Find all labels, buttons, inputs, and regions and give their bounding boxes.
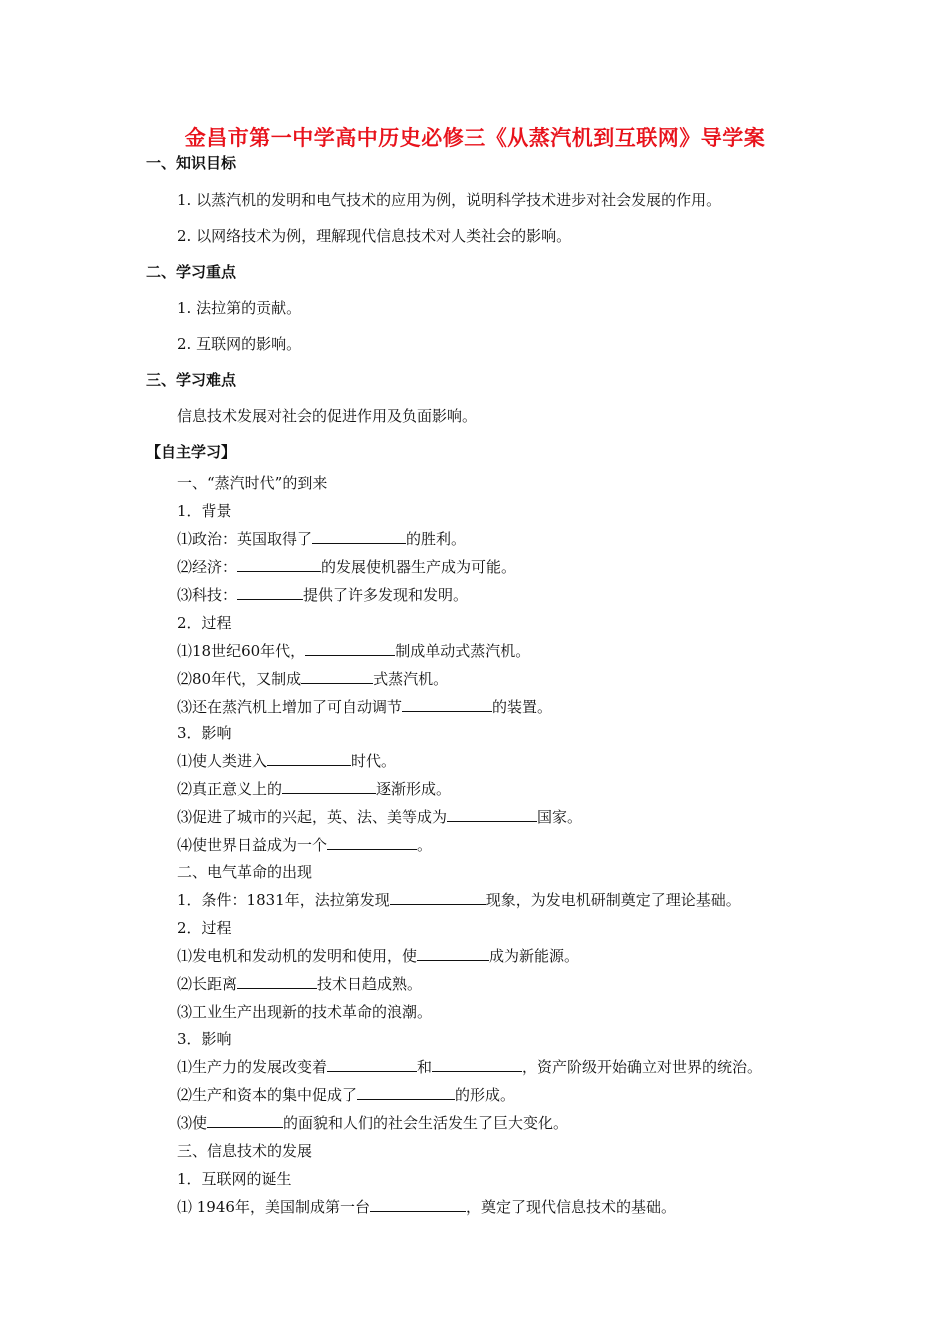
fill-line: ⑶科技： 提供了许多发现和发明。: [177, 586, 469, 604]
fill-line: ⑴发电机和发动机的发明和使用，使 成为新能源。: [177, 947, 580, 965]
fill-line: ⑴ 1946年，美国制成第一台 ，奠定了现代信息技术的基础。: [177, 1198, 676, 1216]
fill-line: ⑶还在蒸汽机上增加了可自动调节 的装置。: [177, 698, 553, 716]
answer-blank[interactable]: [267, 751, 351, 766]
fill-line: ⑷使世界日益成为一个 。: [177, 836, 433, 854]
fill-line: ⑵80年代，又制成 式蒸汽机。: [177, 670, 449, 688]
section-heading-difficulties: 三、学习难点: [146, 371, 237, 389]
answer-blank[interactable]: [432, 1057, 522, 1072]
part2-process-item-3: ⑶工业生产出现新的技术革命的浪潮。: [177, 1003, 433, 1021]
answer-blank[interactable]: [237, 974, 317, 989]
fill-line: ⑵生产和资本的集中促成了 的形成。: [177, 1086, 516, 1104]
section-heading-key-points: 二、学习重点: [146, 263, 237, 281]
part3-title: 三、信息技术的发展: [177, 1142, 313, 1160]
part2-process-heading: 2．过程: [177, 919, 232, 937]
part1-background-heading: 1．背景: [177, 502, 232, 520]
page-title: 金昌市第一中学高中历史必修三《从蒸汽机到互联网》导学案: [184, 126, 766, 150]
answer-blank[interactable]: [327, 835, 417, 850]
answer-blank[interactable]: [301, 669, 373, 684]
fill-line: ⑶促进了城市的兴起，英、法、美等成为 国家。: [177, 808, 583, 826]
part1-title: 一、“蒸汽时代”的到来: [177, 474, 328, 492]
part1-effect-heading: 3．影响: [177, 724, 232, 742]
fill-line: ⑴政治：英国取得了 的胜利。: [177, 530, 467, 548]
goal-item-2: 2. 以网络技术为例，理解现代信息技术对人类社会的影响。: [177, 227, 572, 245]
answer-blank[interactable]: [417, 946, 489, 961]
section-heading-goals: 一、知识目标: [146, 154, 237, 172]
answer-blank[interactable]: [312, 529, 406, 544]
key-point-item-1: 1. 法拉第的贡献。: [177, 299, 302, 317]
difficulty-item-1: 信息技术发展对社会的促进作用及负面影响。: [177, 407, 478, 425]
goal-item-1: 1. 以蒸汽机的发明和电气技术的应用为例，说明科学技术进步对社会发展的作用。: [177, 191, 722, 209]
part2-effect-heading: 3．影响: [177, 1030, 232, 1048]
part1-process-heading: 2．过程: [177, 614, 232, 632]
fill-line: ⑵长距离 技术日趋成熟。: [177, 975, 423, 993]
fill-line: 1．条件：1831年，法拉第发现 现象，为发电机研制奠定了理论基础。: [177, 891, 741, 909]
answer-blank[interactable]: [305, 641, 395, 656]
answer-blank[interactable]: [237, 585, 303, 600]
answer-blank[interactable]: [447, 807, 537, 822]
part3-birth-heading: 1．互联网的诞生: [177, 1170, 292, 1188]
answer-blank[interactable]: [327, 1057, 417, 1072]
self-study-heading: 【自主学习】: [146, 443, 237, 461]
part2-title: 二、电气革命的出现: [177, 863, 313, 881]
key-point-item-2: 2. 互联网的影响。: [177, 335, 302, 353]
answer-blank[interactable]: [390, 890, 486, 905]
fill-line: ⑴生产力的发展改变着 和 ，资产阶级开始确立对世界的统治。: [177, 1058, 763, 1076]
fill-line: ⑴使人类进入 时代。: [177, 752, 397, 770]
fill-line: ⑵真正意义上的 逐渐形成。: [177, 780, 452, 798]
answer-blank[interactable]: [357, 1085, 455, 1100]
fill-line: ⑵经济： 的发展使机器生产成为可能。: [177, 558, 517, 576]
answer-blank[interactable]: [370, 1197, 466, 1212]
answer-blank[interactable]: [207, 1113, 283, 1128]
answer-blank[interactable]: [402, 697, 492, 712]
answer-blank[interactable]: [282, 779, 376, 794]
fill-line: ⑴18世纪60年代， 制成单动式蒸汽机。: [177, 642, 531, 660]
fill-line: ⑶使 的面貌和人们的社会生活发生了巨大变化。: [177, 1114, 569, 1132]
answer-blank[interactable]: [237, 557, 321, 572]
